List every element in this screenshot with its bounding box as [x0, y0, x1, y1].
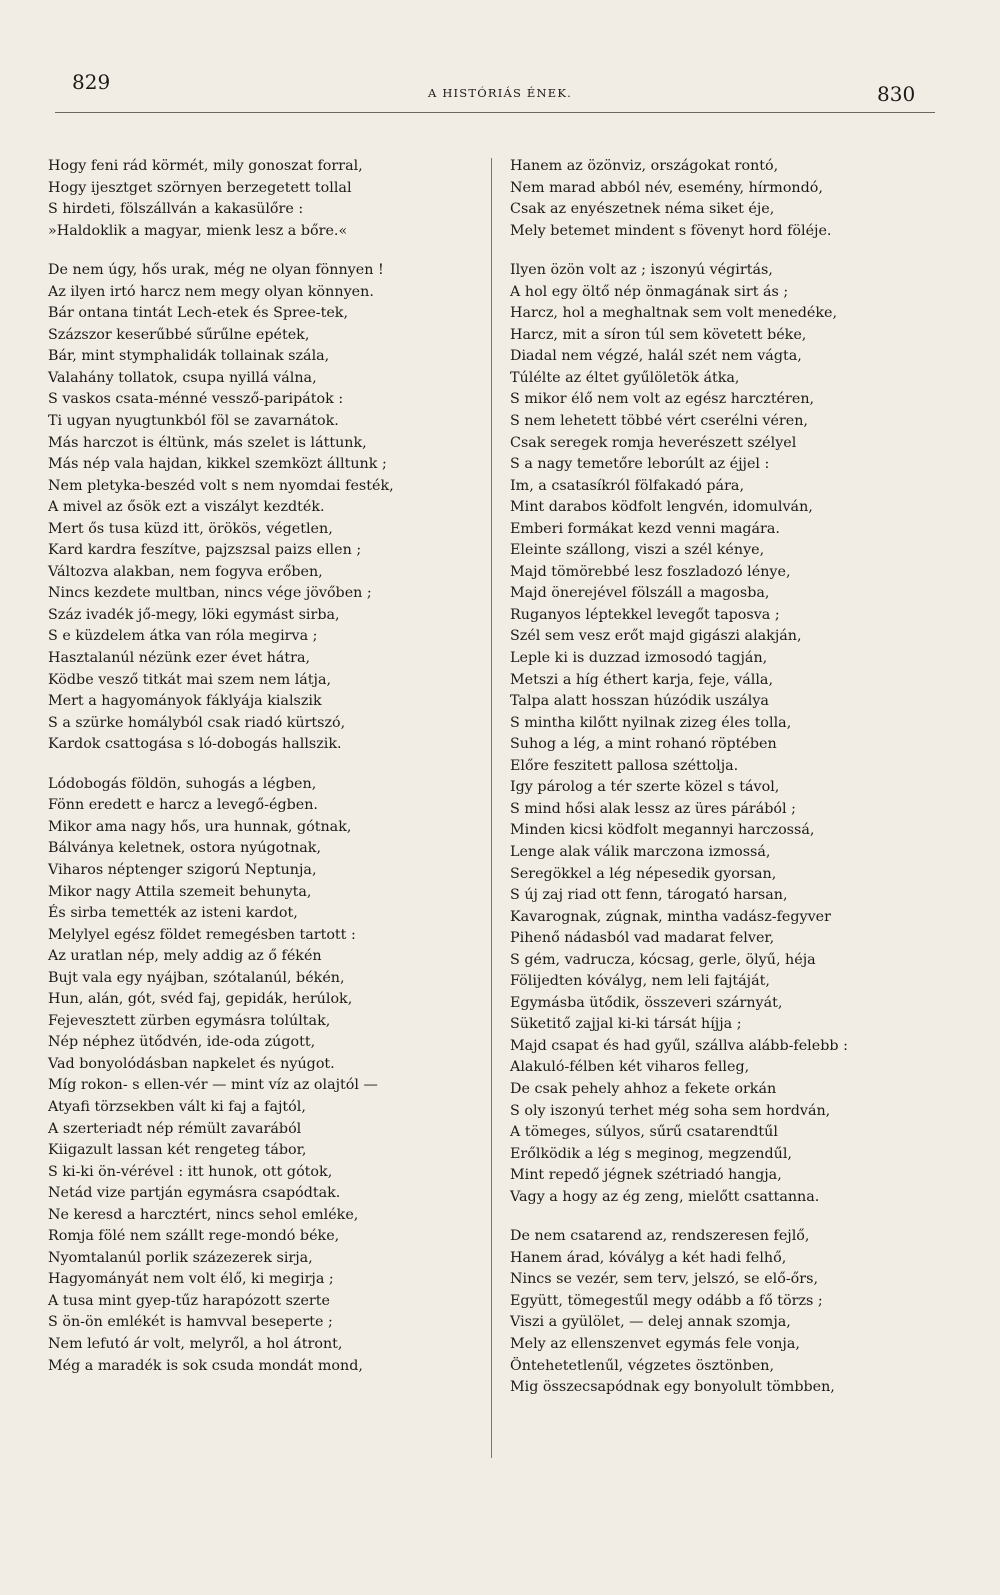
column-divider — [491, 158, 492, 1458]
verse-line: Ti ugyan nyugtunkból föl se zavarnátok. — [48, 413, 339, 430]
verse-line: Harcz, hol a meghaltnak sem volt menedéke, — [510, 305, 838, 322]
verse-line: Fejevesztett zürben egymásra tolúltak, — [48, 1012, 331, 1029]
verse-line: Kard kardra feszítve, pajzszsal paizs ellen ; — [48, 542, 362, 559]
verse-line: Leple ki is duzzad izmosodó tagján, — [510, 650, 768, 667]
verse-line: S ön-ön emlékét is hamvval beseperte ; — [48, 1314, 333, 1331]
verse-line: Bár ontana tintát Lech-etek és Spree-tek, — [48, 305, 349, 322]
verse-line: Majd önerejével fölszáll a magosba, — [510, 585, 770, 602]
left-page-number: 829 — [72, 70, 111, 94]
verse-line: Száz ivadék jő-megy, löki egymást sirba, — [48, 606, 340, 623]
verse-line: Lódobogás földön, suhogás a légben, — [48, 775, 317, 792]
verse-line: Hogy feni rád körmét, mily gonoszat forral, — [48, 158, 363, 174]
stanza — [48, 156, 486, 242]
verse-line: S vaskos csata-ménné vessző-paripátok : — [48, 391, 344, 408]
verse-line: A tömeges, súlyos, sűrű csatarendtűl — [510, 1124, 778, 1141]
verse-line: Az uratlan nép, mely addig az ő fékén — [48, 948, 322, 965]
verse-line: De csak pehely ahhoz a fekete orkán — [510, 1080, 777, 1097]
verse-line: Fönn eredett e harcz a levegő-égben. — [48, 797, 318, 814]
verse-line: Suhog a lég, a mint rohanó röptében — [510, 736, 777, 753]
verse-line: Mely betemet mindent s fövenyt hord föléje. — [510, 222, 832, 239]
verse-line: Bujt vala egy nyájban, szótalanúl, békén, — [48, 969, 345, 986]
verse-line: Túlélte az éltet gyűlöletök átka, — [510, 369, 740, 386]
verse-line: Igy párolog a tér szerte közel s távol, — [510, 779, 780, 796]
verse-line: Nyomtalanúl porlik százezerek sirja, — [48, 1249, 313, 1266]
verse-line: Ködbe vesző titkát mai szem nem látja, — [48, 671, 332, 688]
right-page-number: 830 — [877, 82, 916, 106]
verse-line: Százszor keserűbbé sűrűlne epétek, — [48, 326, 310, 343]
verse-line: Atyafi törzsekben vált ki faj a fajtól, — [48, 1098, 306, 1115]
verse-line: Más nép vala hajdan, kikkel szemközt álltunk ; — [48, 456, 387, 473]
verse-line: S e küzdelem átka van róla megirva ; — [48, 628, 318, 645]
verse-line: Majd tömörebbé lesz foszladozó lénye, — [510, 563, 791, 580]
verse-line: Más harczot is éltünk, más szelet is láttunk, — [48, 434, 367, 451]
verse-line: Süketitő zajjal ki-ki társát híjja ; — [510, 1016, 742, 1033]
verse-line: Csak seregek romja heverészett szélyel — [510, 434, 797, 451]
verse-line: Mert a hagyományok fáklyája kialszik — [48, 693, 322, 710]
verse-line: Kiigazult lassan két rengeteg tábor, — [48, 1142, 307, 1159]
verse-line: Pihenő nádasból vad madarat felver, — [510, 930, 775, 947]
verse-line: A szerteriadt nép rémült zavarából — [48, 1120, 302, 1137]
verse-line: Hanem árad, kóvályg a két hadi felhő, — [510, 1249, 787, 1266]
verse-line: Előre feszitett pallosa széttolja. — [510, 757, 739, 774]
verse-line: Szél sem vesz erőt majd gigászi alakján, — [510, 628, 802, 645]
verse-line: Mig összecsapódnak egy bonyolult tömbben, — [510, 1379, 835, 1396]
verse-line: S a szürke homályból csak riadó kürtszó, — [48, 714, 346, 731]
verse-line: Nincs kezdete multban, nincs vége jövőben ; — [48, 585, 372, 602]
verse-line: Lenge alak válik marczona izmossá, — [510, 843, 771, 860]
verse-line: Eleinte szállong, viszi a szél kénye, — [510, 542, 765, 559]
verse-line: Kavarognak, zúgnak, mintha vadász-fegyver — [510, 908, 831, 925]
verse-line: Vagy a hogy az ég zeng, mielőtt csattanna. — [510, 1188, 820, 1205]
verse-line: És sirba temették az isteni kardot, — [48, 905, 298, 922]
verse-line: Seregökkel a lég népesedik gyorsan, — [510, 865, 777, 882]
stanza — [48, 774, 486, 1377]
verse-line: Mint repedő jégnek szétriadó hangja, — [510, 1167, 782, 1184]
verse-line: Erőlködik a lég s meginog, megzendűl, — [510, 1145, 792, 1162]
verse-line: Metszi a híg éthert karja, feje, válla, — [510, 671, 773, 688]
verse-line: Egymásba ütődik, összeveri szárnyát, — [510, 994, 783, 1011]
verse-line: Im, a csatasíkról fölfakadó pára, — [510, 477, 744, 494]
verse-line: Változva alakban, nem fogyva erőben, — [48, 563, 323, 580]
verse-line: De nem úgy, hős urak, még ne olyan fönnyen ! — [48, 262, 384, 279]
verse-line: Fölijedten kóvályg, nem leli fajtáját, — [510, 973, 770, 990]
stanza — [510, 156, 940, 242]
verse-line: Emberi formákat kezd venni magára. — [510, 520, 780, 537]
verse-line: S mikor élő nem volt az egész harcztéren, — [510, 391, 815, 408]
verse-line: Csak az enyészetnek néma siket éje, — [510, 201, 775, 218]
header-rule — [55, 112, 935, 113]
running-title: A HISTÓRIÁS ÉNEK. — [427, 86, 573, 100]
verse-line: A tusa mint gyep-tűz harapózott szerte — [48, 1292, 330, 1309]
verse-line: S gém, vadrucza, kócsag, gerle, ölyű, héja — [510, 951, 816, 968]
verse-line: Kardok csattogása s ló-dobogás hallszik. — [48, 736, 342, 753]
verse-line: Viszi a gyülölet, — delej annak szomja, — [510, 1314, 791, 1331]
verse-line: S új zaj riad ott fenn, tárogató harsan, — [510, 887, 788, 904]
verse-line: Hogy ijesztget szörnyen berzegetett tollal — [48, 179, 352, 196]
verse-line: Öntehetetlenűl, végzetes ösztönben, — [510, 1357, 775, 1374]
verse-line: Valahány tollatok, csupa nyillá válna, — [48, 369, 317, 386]
verse-line: Mikor nagy Attila szemeit behunyta, — [48, 883, 312, 900]
verse-line: Majd csapat és had gyűl, szállva alább-felebb : — [510, 1037, 848, 1054]
verse-line: S a nagy temetőre leborúlt az éjjel : — [510, 456, 770, 473]
verse-line: Hagyományát nem volt élő, ki megirja ; — [48, 1271, 334, 1288]
verse-line: Együtt, tömegestűl megy odább a fő törzs ; — [510, 1292, 823, 1309]
verse-line: Míg rokon- s ellen-vér — mint víz az olajtól — — [48, 1077, 378, 1094]
verse-line: Mert ős tusa küzd itt, örökös, végetlen, — [48, 520, 333, 537]
verse-line: Hanem az özönviz, országokat rontó, — [510, 158, 779, 174]
verse-line: A mivel az ősök ezt a viszályt kezdték. — [48, 499, 325, 516]
verse-line: Nem lefutó ár volt, melyről, a hol átront, — [48, 1335, 343, 1352]
stanza — [510, 260, 940, 1208]
verse-line: S hirdeti, fölszállván a kakasülőre : — [48, 201, 304, 218]
verse-line: Bár, mint stymphalidák tollainak szála, — [48, 348, 330, 365]
verse-line: Ilyen özön volt az ; iszonyú végirtás, — [510, 262, 773, 279]
verse-line: Mint darabos ködfolt lengvén, idomulván, — [510, 499, 813, 516]
verse-line: Bálványa keletnek, ostora nyúgotnak, — [48, 840, 322, 857]
verse-line: S ki-ki ön-vérével : itt hunok, ott gótok, — [48, 1163, 333, 1180]
verse-line: Ne keresd a harcztért, nincs sehol emléke, — [48, 1206, 359, 1223]
verse-line: Hun, alán, gót, svéd faj, gepidák, herúlok, — [48, 991, 353, 1008]
verse-line: Az ilyen irtó harcz nem megy olyan könnyen. — [48, 283, 374, 300]
left-column — [48, 156, 486, 1377]
verse-line: S oly iszonyú terhet még soha sem hordván, — [510, 1102, 831, 1119]
verse-line: Mikor ama nagy hős, ura hunnak, gótnak, — [48, 818, 352, 835]
stanza — [48, 260, 486, 756]
right-column — [510, 156, 940, 1399]
verse-line: Diadal nem végzé, halál szét nem vágta, — [510, 348, 802, 365]
verse-line: Még a maradék is sok csuda mondát mond, — [48, 1357, 363, 1374]
verse-line: Nem marad abból név, esemény, hírmondó, — [510, 179, 823, 196]
verse-line: »Haldoklik a magyar, mienk lesz a bőre.« — [48, 222, 348, 239]
verse-line: S mind hősi alak lessz az üres párából ; — [510, 800, 796, 817]
verse-line: Nincs se vezér, sem terv, jelszó, se elő-őrs, — [510, 1271, 818, 1288]
verse-line: S mintha kilőtt nyilnak zizeg éles tolla, — [510, 714, 792, 731]
verse-line: Nem pletyka-beszéd volt s nem nyomdai festék, — [48, 477, 394, 494]
verse-line: Vad bonyolódásban napkelet és nyúgot. — [48, 1055, 335, 1072]
verse-line: S nem lehetett többé vért cserélni véren, — [510, 413, 808, 430]
verse-line: Mely az ellenszenvet egymás fele vonja, — [510, 1335, 800, 1352]
verse-line: Nép néphez ütődvén, ide-oda zúgott, — [48, 1034, 316, 1051]
verse-line: De nem csatarend az, rendszeresen fejlő, — [510, 1228, 810, 1245]
verse-line: Hasztalanúl nézünk ezer évet hátra, — [48, 650, 311, 667]
verse-line: Ruganyos léptekkel levegőt taposva ; — [510, 606, 780, 623]
verse-line: Minden kicsi ködfolt megannyi harczossá, — [510, 822, 815, 839]
verse-line: Alakuló-félben két viharos felleg, — [510, 1059, 750, 1076]
stanza — [510, 1226, 940, 1398]
verse-line: Harcz, mit a síron túl sem követett béke, — [510, 326, 807, 343]
verse-line: Netád vize partján egymásra csapódtak. — [48, 1185, 341, 1202]
verse-line: A hol egy öltő nép önmagának sirt ás ; — [510, 283, 789, 300]
verse-line: Melylyel egész földet remegésben tartott : — [48, 926, 356, 943]
verse-line: Romja fölé nem szállt rege-mondó béke, — [48, 1228, 340, 1245]
verse-line: Viharos néptenger szigorú Neptunja, — [48, 861, 317, 878]
verse-line: Talpa alatt hosszan húzódik uszálya — [510, 693, 769, 710]
